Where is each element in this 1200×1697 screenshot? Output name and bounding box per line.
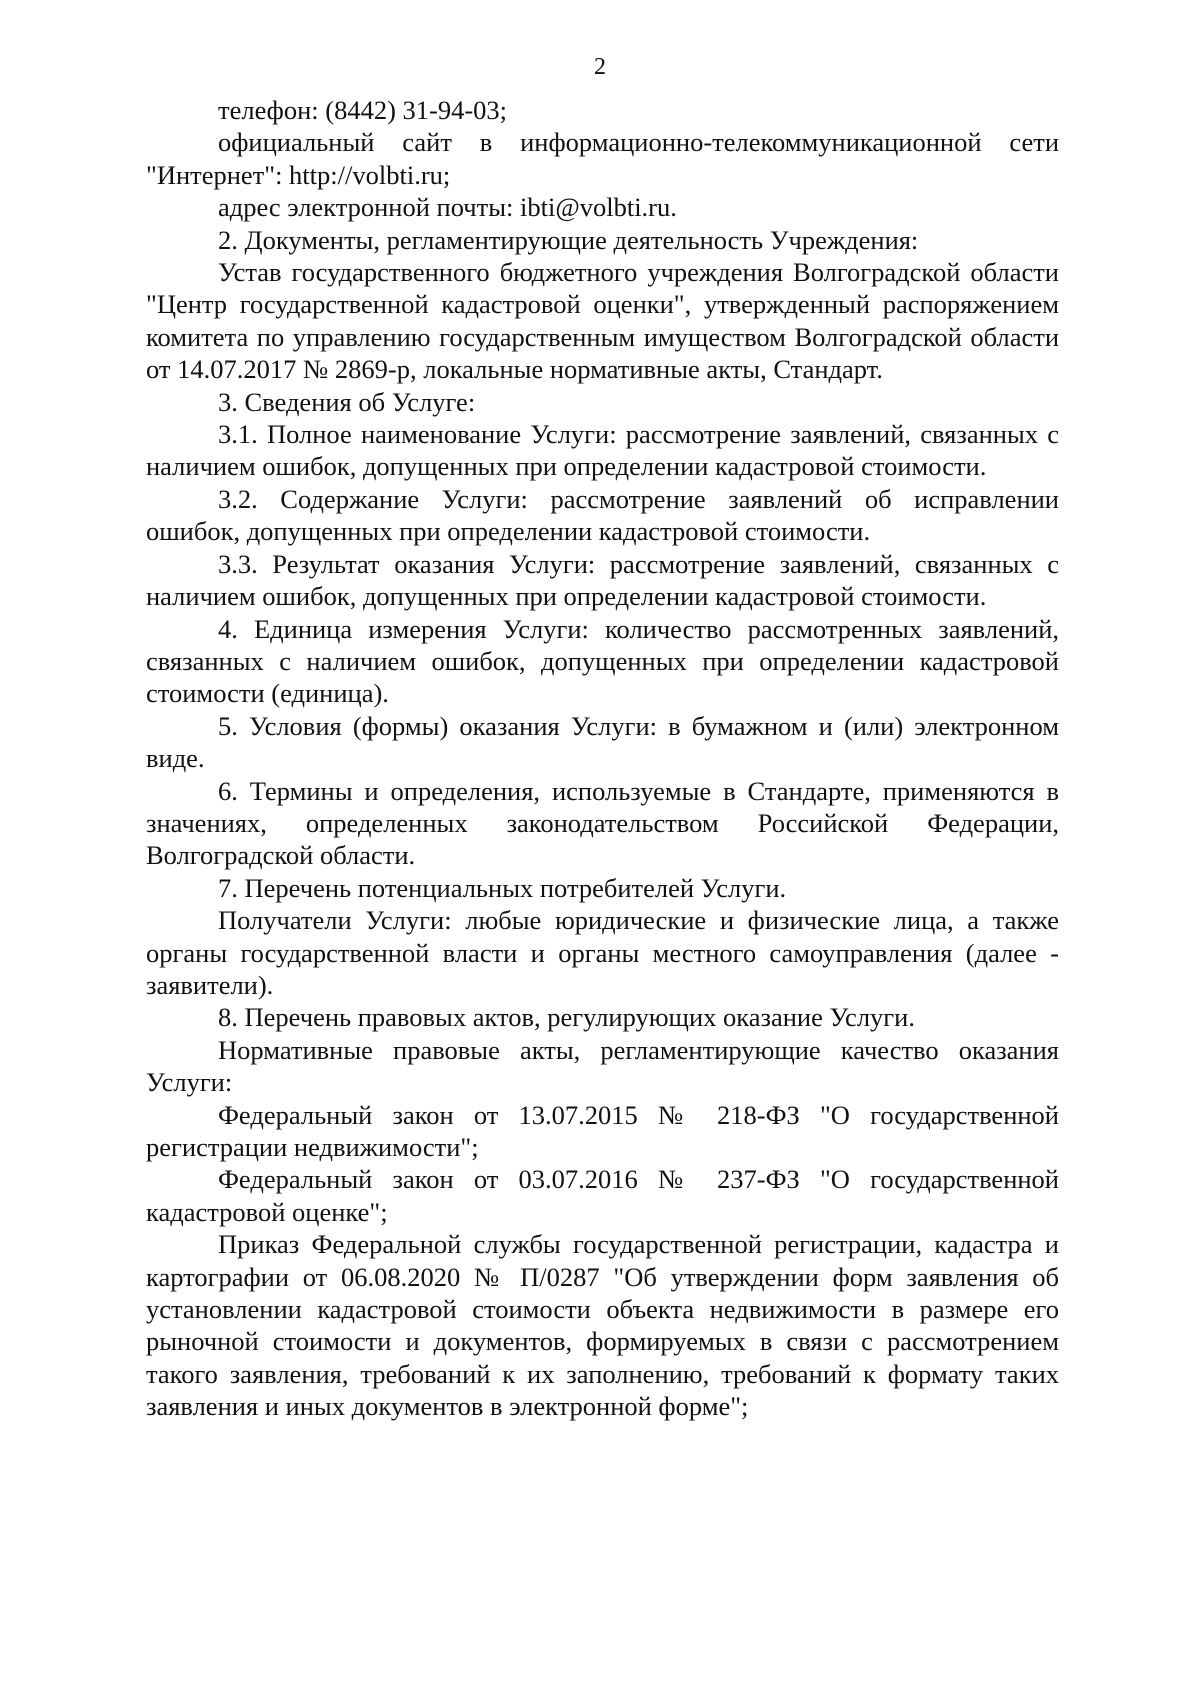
paragraph-section-2: 2. Документы, регламентирующие деятельность Учреждения:: [218, 224, 919, 255]
paragraph-section-3-3: 3.3. Результат оказания Услуги: рассмотрение заявлений, связанных с наличием ошибок, допущенных при определении кадастровой стоимости.: [146, 548, 1059, 612]
paragraph-law-218: Федеральный закон от 13.07.2015 № 218-ФЗ "О государственной регистрации недвижимости";: [146, 1099, 1059, 1162]
paragraph-section-3: 3. Сведения об Услуге:: [218, 386, 476, 417]
paragraph-email: адрес электронной почты: ibti@volbti.ru.: [218, 192, 677, 223]
paragraph-section-4: 4. Единица измерения Услуги: количество рассмотренных заявлений, связанных с наличием ошибок, допущенных при определении кадастровой стоимости (единица).: [146, 613, 1059, 709]
page-number: 2: [594, 54, 606, 80]
paragraph-section-6: 6. Термины и определения, используемые в Стандарте, применяются в значениях, определенных законодательством Российской Федерации, Волгоградской области.: [146, 775, 1059, 871]
paragraph-phone: телефон: (8442) 31-94-03;: [218, 95, 508, 125]
paragraph-website: официальный сайт в информационно-телекоммуникационной сети "Интернет": http://volbti.ru;: [146, 127, 1059, 190]
paragraph-section-8: 8. Перечень правовых актов, регулирующих оказание Услуги.: [218, 1002, 915, 1033]
paragraph-section-5: 5. Условия (формы) оказания Услуги: в бумажном и (или) электронном виде.: [146, 710, 1059, 774]
paragraph-law-237: Федеральный закон от 03.07.2016 № 237-ФЗ "О государственной кадастровой оценке";: [146, 1164, 1059, 1227]
paragraph-normative-acts: Нормативные правовые акты, регламентирующие качество оказания Услуги:: [146, 1034, 1059, 1098]
paragraph-section-7: 7. Перечень потенциальных потребителей Услуги.: [218, 872, 787, 903]
paragraph-section-3-2: 3.2. Содержание Услуги: рассмотрение заявлений об исправлении ошибок, допущенных при определении кадастровой стоимости.: [146, 483, 1059, 547]
document-body: [146, 94, 1059, 1423]
paragraph-charter: Устав государственного бюджетного учреждения Волгоградской области "Центр государственной кадастровой оценки", утвержденный распоряжением комитета по управлению государственным имуществом Волгоградской области от 14.07.2017 № 2869-р, локальные нормативные акты, Стандарт.: [146, 257, 1059, 385]
paragraph-section-3-1: 3.1. Полное наименование Услуги: рассмотрение заявлений, связанных с наличием ошибок, допущенных при определении кадастровой стоимости.: [146, 419, 1059, 482]
paragraph-order-p0287: Приказ Федеральной службы государственной регистрации, кадастра и картографии от 06.08.2020 № П/0287 "Об утверждении форм заявления об установлении кадастровой стоимости объекта недвижимости в размере его рыночной стоимости и документов, формируемых в связи с рассмотрением такого заявления, требований к их заполнению, требований к формату таких заявления и иных документов в электронной форме";: [146, 1229, 1059, 1422]
paragraph-recipients: Получатели Услуги: любые юридические и физические лица, а также органы государственной власти и органы местного самоуправления (далее - заявители).: [146, 905, 1059, 1000]
